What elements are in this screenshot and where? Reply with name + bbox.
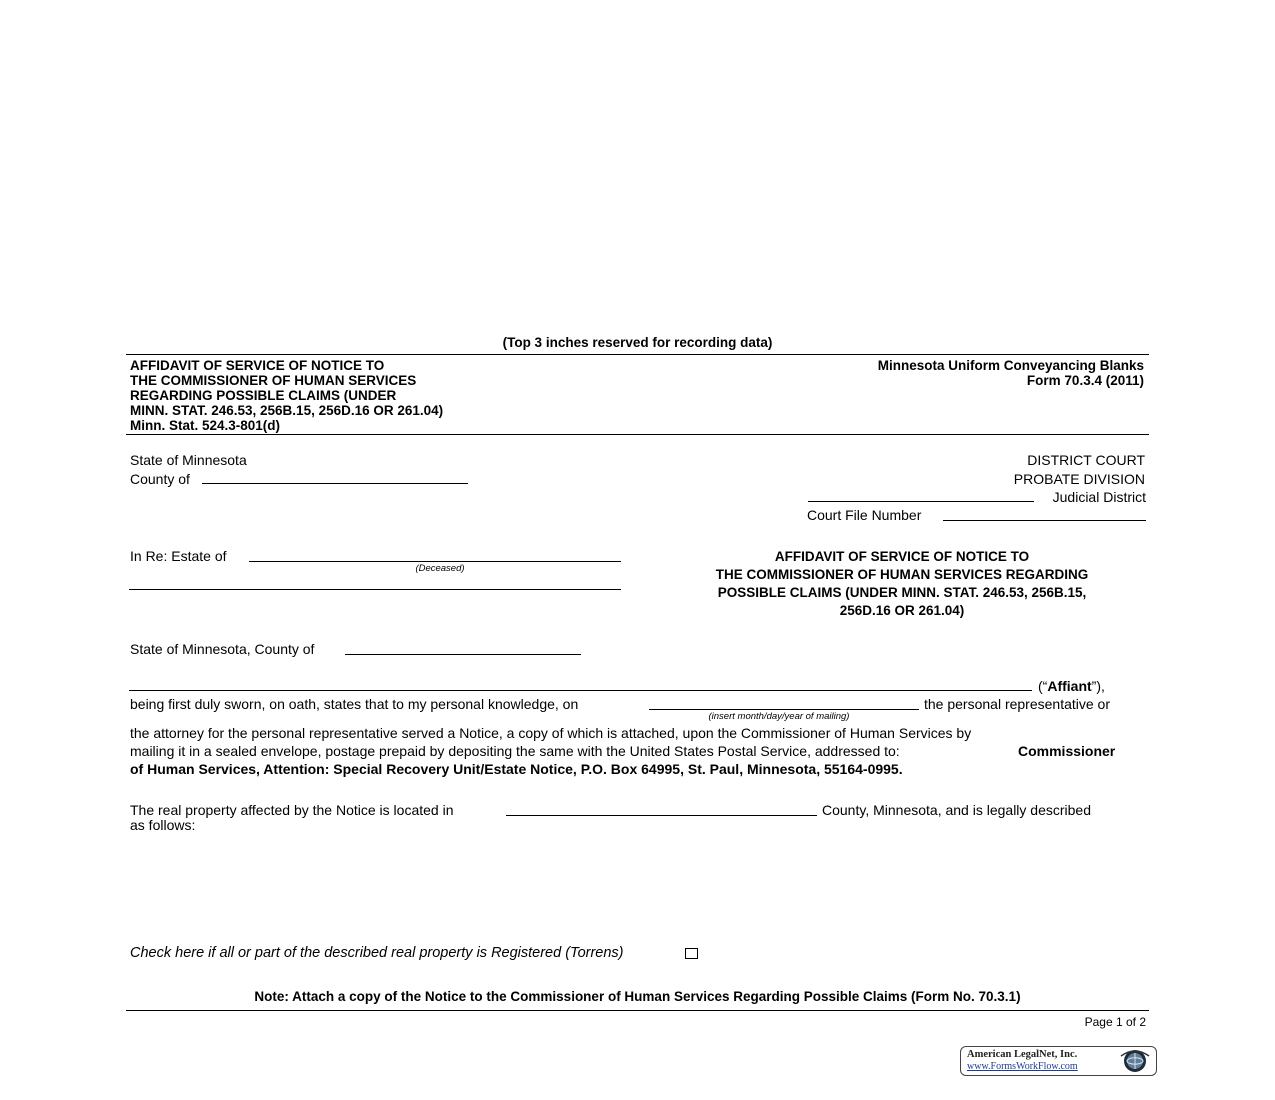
page-number: Page 1 of 2 — [1084, 1015, 1146, 1029]
form-title-line: AFFIDAVIT OF SERVICE OF NOTICE TO — [130, 358, 385, 373]
footer-rule — [126, 1010, 1149, 1011]
document-title-line: 256D.16 OR 261.04) — [839, 603, 965, 618]
form-title-line: REGARDING POSSIBLE CLAIMS (UNDER — [130, 388, 397, 403]
service-line-1: the attorney for the personal representative served a Notice, a copy of which is attached, upon the Commissioner of Human Services by — [130, 725, 972, 741]
venue-county-field[interactable] — [345, 654, 581, 655]
document-title-line: AFFIDAVIT OF SERVICE OF NOTICE TO — [774, 549, 1030, 564]
torrens-checkbox[interactable] — [685, 948, 698, 959]
court-division: PROBATE DIVISION — [1013, 471, 1145, 487]
globe-icon — [1117, 1048, 1153, 1074]
property-text-before: The real property affected by the Notice is located in — [130, 802, 454, 818]
property-text-line-2: as follows: — [130, 817, 196, 833]
decedent-name-field-2[interactable] — [129, 589, 621, 590]
recording-reserved-note: (Top 3 inches reserved for recording data) — [502, 335, 773, 350]
address-line-2: of Human Services, Attention: Special Recovery Unit/Estate Notice, P.O. Box 64995, St. Paul, Minnesota, 55164-0995. — [130, 761, 903, 777]
county-field[interactable] — [202, 483, 468, 484]
judicial-district-label: Judicial District — [1052, 489, 1146, 505]
document-title-line: THE COMMISSIONER OF HUMAN SERVICES REGARDING — [715, 567, 1089, 582]
form-title-line: THE COMMISSIONER OF HUMAN SERVICES — [130, 373, 417, 388]
caption-state: State of Minnesota — [130, 452, 247, 468]
service-line-2: mailing it in a sealed envelope, postage prepaid by depositing the same with the United States Postal Service, addressed to: — [130, 743, 900, 759]
logo-company: American LegalNet, Inc. — [967, 1049, 1078, 1060]
series-block — [700, 358, 1144, 388]
estate-label: In Re: Estate of — [130, 548, 227, 564]
header-top-rule — [126, 354, 1149, 355]
affiant-name-field[interactable] — [129, 690, 1032, 691]
series-name: Minnesota Uniform Conveyancing Blanks — [877, 358, 1144, 373]
torrens-label: Check here if all or part of the described real property is Registered (Torrens) — [130, 945, 624, 961]
property-county-field[interactable] — [506, 815, 817, 816]
document-title — [658, 548, 1146, 620]
form-number: Form 70.3.4 (2011) — [1026, 373, 1144, 388]
form-title-line: MINN. STAT. 246.53, 256B.15, 256D.16 OR 261.04) — [130, 403, 444, 418]
pr-text: the personal representative or — [924, 696, 1110, 712]
address-line-1: Commissioner — [1018, 743, 1116, 759]
form-title-block — [130, 358, 443, 433]
deceased-caption: (Deceased) — [415, 563, 465, 574]
venue-label: State of Minnesota, County of — [130, 641, 315, 657]
court-file-label: Court File Number — [807, 507, 922, 523]
mailing-date-caption: (insert month/day/year of mailing) — [708, 711, 850, 722]
property-text-after: County, Minnesota, and is legally described — [822, 802, 1092, 818]
affiant-designation — [1038, 677, 1105, 695]
court-name: DISTRICT COURT — [1027, 452, 1145, 468]
caption-county-label: County of — [130, 471, 190, 487]
court-file-number-field[interactable] — [943, 520, 1146, 521]
logo-url: www.FormsWorkFlow.com — [967, 1061, 1078, 1072]
judicial-district-field[interactable] — [808, 501, 1034, 502]
attachment-note: Note: Attach a copy of the Notice to the Commissioner of Human Services Regarding Possible Claims (Form No. 70.3.1) — [254, 989, 1021, 1004]
decedent-name-field[interactable] — [249, 561, 621, 562]
document-title-line: POSSIBLE CLAIMS (UNDER MINN. STAT. 246.53, 256B.15, — [717, 585, 1087, 600]
affiant-open: (“ — [1038, 678, 1048, 694]
affiant-close: ”), — [1091, 678, 1105, 694]
mailing-date-field[interactable] — [649, 709, 919, 710]
sworn-text: being first duly sworn, on oath, states that to my personal knowledge, on — [130, 696, 579, 712]
statute-reference: Minn. Stat. 524.3-801(d) — [130, 418, 281, 433]
header-bottom-rule — [126, 434, 1149, 435]
affiant-word: Affiant — [1047, 678, 1092, 694]
american-legalnet-logo[interactable] — [960, 1046, 1157, 1076]
